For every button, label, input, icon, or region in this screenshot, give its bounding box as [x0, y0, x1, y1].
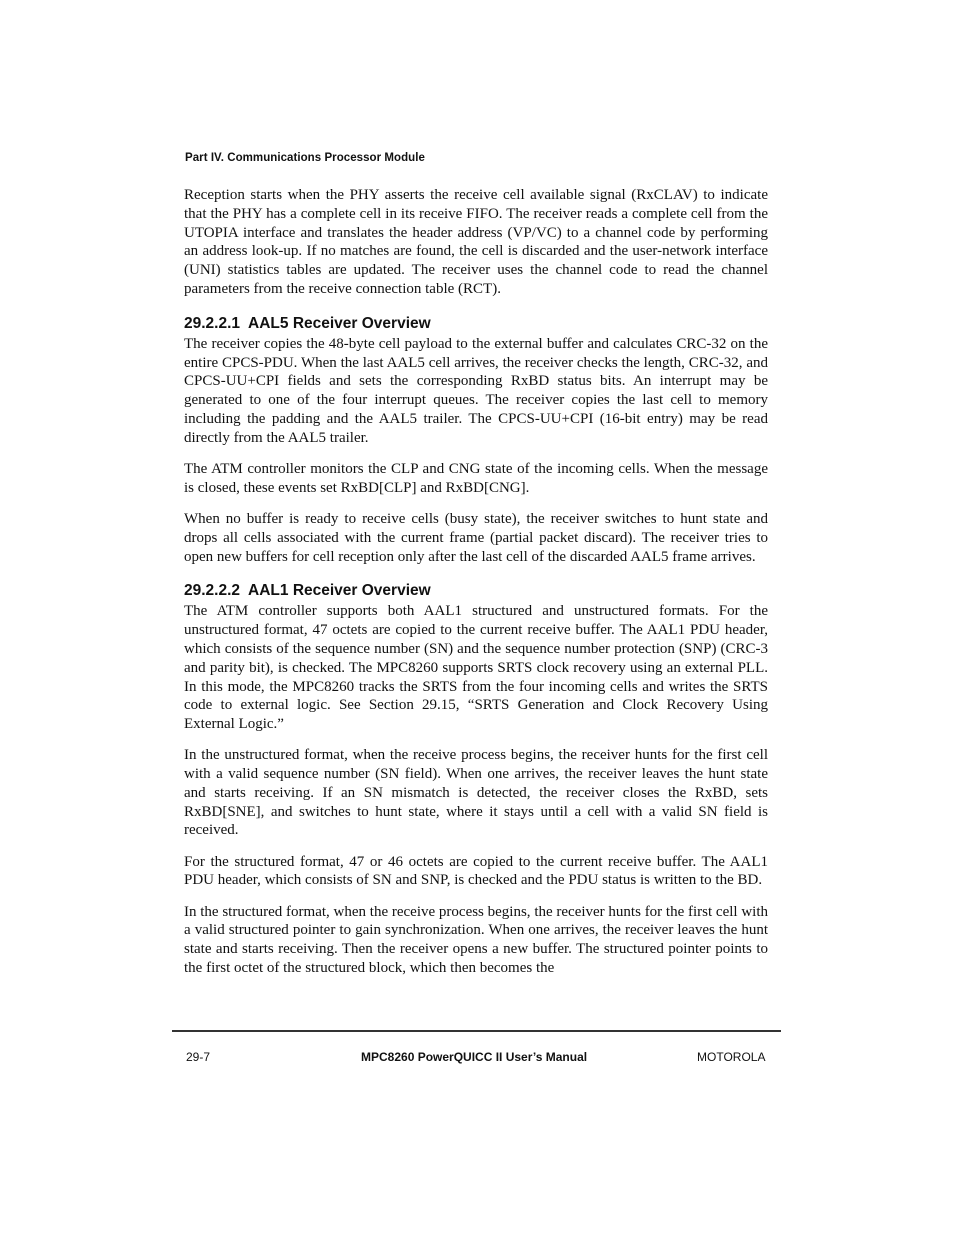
- aal1-paragraph-3: For the structured format, 47 or 46 octets are copied to the current receive buffer. The AAL1 PDU header, which consists of SN and SNP, is checked and the PDU status is written to the BD.: [184, 853, 768, 889]
- aal5-paragraph-3: When no buffer is ready to receive cells (busy state), the receiver switches to hunt state and drops all cells associated with the current frame (partial packet discard). The receiver tries to open new buffers for cell reception only after the last cell of the discarded AAL5 frame arrives.: [184, 510, 768, 565]
- intro-paragraph: Reception starts when the PHY asserts the receive cell available signal (RxCLAV) to indicate that the PHY has a complete cell in its receive FIFO. The receiver reads a complete cell from the UTOPIA interface and translates the header address (VP/VC) to a channel code by performing an address look-up. If no matches are found, the cell is discarded and the user-network interface (UNI) statistics tables are updated. The receiver uses the channel code to read the channel parameters from the receive connection table (RCT).: [184, 187, 768, 297]
- section-number: 29.2.2.1: [184, 314, 241, 332]
- aal1-paragraph-1: The ATM controller supports both AAL1 structured and unstructured formats. For the unstructured format, 47 octets are copied to the current receive buffer. The AAL1 PDU header, which consists of the sequence number (SN) and the sequence number protection (SNP) (CRC-3 and parity bit), is checked. The MPC8260 supports SRTS clock recovery using an external PLL. In this mode, the MPC8260 tracks the SRTS from the four incoming cells and writes the SRTS code to external logic. See Section 29.15, “SRTS Generation and Clock Recovery Using External Logic.”: [184, 603, 768, 733]
- section-number: 29.2.2.2: [184, 582, 241, 600]
- aal5-paragraph-1: The receiver copies the 48-byte cell payload to the external buffer and calculates CRC-32 on the entire CPCS-PDU. When the last AAL5 cell arrives, the receiver checks the length, CRC-32, and CPCS-UU+CPI fields and sets the corresponding RxBD status bits. An interrupt may be generated to one of the four interrupt queues. The receiver copies the last cell to memory including the padding and the AAL5 trailer. The CPCS-UU+CPI (16-bit entry) may be read directly from the AAL5 trailer.: [184, 335, 768, 446]
- running-head: Part IV. Communications Processor Module: [185, 152, 425, 164]
- footer-divider: [172, 1030, 781, 1032]
- section-heading-aal5: [184, 314, 768, 334]
- section-title: AAL1 Receiver Overview: [248, 582, 431, 600]
- body-column: [184, 186, 768, 990]
- section-title: AAL5 Receiver Overview: [248, 314, 431, 332]
- aal5-paragraph-2: The ATM controller monitors the CLP and CNG state of the incoming cells. When the message is closed, these events set RxBD[CLP] and RxBD[CNG].: [184, 460, 768, 496]
- section-heading-aal1: [184, 581, 768, 601]
- manual-title: MPC8260 PowerQUICC II User’s Manual: [361, 1050, 588, 1064]
- aal1-paragraph-4: In the structured format, when the receive process begins, the receiver hunts for the first cell with a valid structured pointer to gain synchronization. When one arrives, the receiver leaves the hunt state and starts receiving. Then the receiver opens a new buffer. The structured pointer points to the first octet of the structured block, which then becomes the: [184, 903, 768, 977]
- page-number: 29-7: [186, 1050, 211, 1064]
- publisher-name: MOTOROLA: [697, 1050, 766, 1064]
- aal1-paragraph-2: In the unstructured format, when the receive process begins, the receiver hunts for the first cell with a valid sequence number (SN field). When one arrives, the receiver leaves the hunt state and starts receiving. If an SN mismatch is detected, the receiver closes the RxBD, sets RxBD[SNE], and switches to hunt state, where it stays until a cell with a valid SN field is received.: [184, 747, 768, 839]
